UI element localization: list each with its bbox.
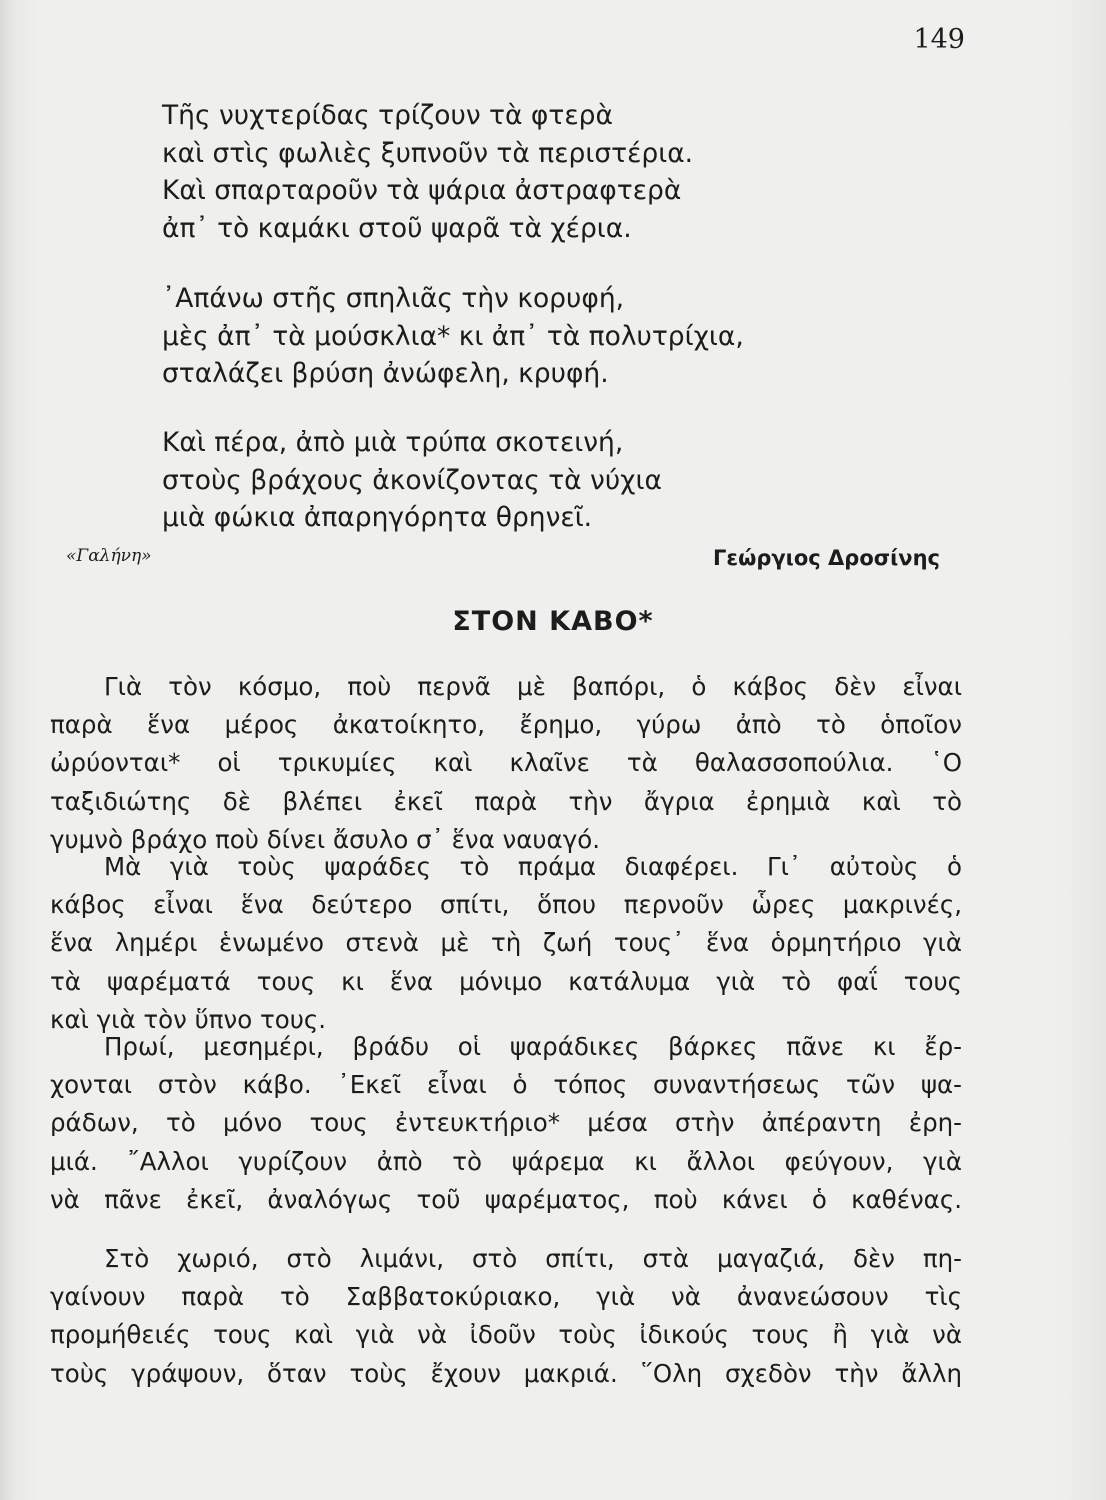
poem-line: Καὶ σπαρταροῦν τὰ ψάρια ἀστραφτερὰ (162, 175, 682, 206)
prose-line: χονται στὸν κάβο. ᾿Εκεῖ εἶναι ὁ τόπος συναντήσεως τῶν ψα- (50, 1070, 962, 1100)
poem-line: Καὶ πέρα, ἀπὸ μιὰ τρύπα σκοτεινή, (162, 427, 624, 458)
prose-line: ταξιδιώτης δὲ βλέπει ἐκεῖ παρὰ τὴν ἄγρια ἐρημιὰ καὶ τὸ (50, 786, 962, 816)
prose-line: ἕνα λημέρι ἑνωμένο στενὰ μὲ τὴ ζωή τους᾿ ἕνα ὁρμητήριο γιὰ (50, 928, 962, 958)
poem-source: «Γαλήνη» (66, 546, 152, 566)
prose-line: ὠρύονται* οἱ τρικυμίες καὶ κλαῖνε τὰ θαλασσοπούλια. ῾Ο (50, 748, 962, 778)
poem-line: καὶ στὶς φωλιὲς ξυπνοῦν τὰ περιστέρια. (162, 137, 694, 169)
prose-line: Γιὰ τὸν κόσμο, ποὺ περνᾶ μὲ βαπόρι, ὁ κάβος δὲν εἶναι (104, 672, 962, 701)
prose-line: προμήθειές τους καὶ γιὰ νὰ ἰδοῦν τοὺς ἰδικούς τους ἢ γιὰ νὰ (50, 1320, 962, 1350)
poem-line: Τῆς νυχτερίδας τρίζουν τὰ φτερὰ (162, 100, 613, 131)
poem-attribution (66, 546, 940, 580)
prose-line: μιά. ῎Αλλοι γυρίζουν ἀπὸ τὸ ψάρεμα κι ἄλλοι φεύγουν, γιὰ (50, 1146, 962, 1176)
poem-line: ᾿Απάνω στῆς σπηλιᾶς τὴν κορυφή, (162, 283, 625, 314)
prose-paragraph (50, 848, 962, 1039)
section-title: ΣΤΟΝ ΚΑΒΟ* (452, 606, 654, 637)
prose-line: γαίνουν παρὰ τὸ Σαββατοκύριακο, γιὰ νὰ ἀνανεώσουν τὶς (50, 1282, 962, 1312)
poem-stanza (162, 97, 922, 247)
prose-line: Στὸ χωριό, στὸ λιμάνι, στὸ σπίτι, στὰ μαγαζιά, δὲν πη- (104, 1244, 962, 1273)
prose-paragraph (50, 1028, 962, 1219)
prose-line: παρὰ ἕνα μέρος ἀκατοίκητο, ἔρημο, γύρω ἀπὸ τὸ ὁποῖον (50, 710, 962, 740)
prose-paragraph (50, 668, 962, 859)
prose-line: Πρωί, μεσημέρι, βράδυ οἱ ψαράδικες βάρκες πᾶνε κι ἔρ- (104, 1032, 962, 1061)
poem-line: ἀπ᾿ τὸ καμάκι στοῦ ψαρᾶ τὰ χέρια. (162, 212, 632, 244)
prose-line: καὶ γιὰ τὸν ὕπνο τους. (50, 1004, 327, 1034)
prose-line: ράδων, τὸ μόνο τους ἐντευκτήριο* μέσα στὴν ἀπέραντη ἐρη- (50, 1108, 962, 1138)
prose-line: νὰ πᾶνε ἐκεῖ, ἀναλόγως τοῦ ψαρέματος, ποὺ κάνει ὁ καθένας. (50, 1184, 962, 1214)
prose-line: Μὰ γιὰ τοὺς ψαράδες τὸ πράμα διαφέρει. Γι᾿ αὐτοὺς ὁ (104, 852, 962, 881)
poem-line: στοὺς βράχους ἀκονίζοντας τὰ νύχια (162, 464, 662, 496)
poem-line: μὲς ἀπ᾿ τὰ μούσκλια* κι ἀπ᾿ τὰ πολυτρίχια, (162, 320, 744, 352)
poem-line: σταλάζει βρύση ἀνώφελη, κρυφή. (162, 358, 609, 389)
poem-stanza (162, 424, 922, 537)
poem-author: Γεώργιος Δροσίνης (713, 546, 940, 570)
prose-line: κάβος εἶναι ἕνα δεύτερο σπίτι, ὅπου περνοῦν ὧρες μακρινές, (50, 890, 962, 920)
prose-line: γυμνὸ βράχο ποὺ δίνει ἄσυλο σ᾿ ἕνα ναυαγό. (50, 824, 600, 854)
page-number: 149 (913, 24, 965, 55)
poem-line: μιὰ φώκια ἀπαρηγόρητα θρηνεῖ. (162, 502, 593, 533)
prose-paragraph (50, 1240, 962, 1393)
prose-line: τοὺς γράψουν, ὅταν τοὺς ἔχουν μακριά. ῞Ολη σχεδὸν τὴν ἄλλη (50, 1358, 962, 1388)
prose-line: τὰ ψαρέματά τους κι ἕνα μόνιμο κατάλυμα γιὰ τὸ φαΐ τους (50, 966, 962, 996)
poem-stanza (162, 280, 922, 393)
